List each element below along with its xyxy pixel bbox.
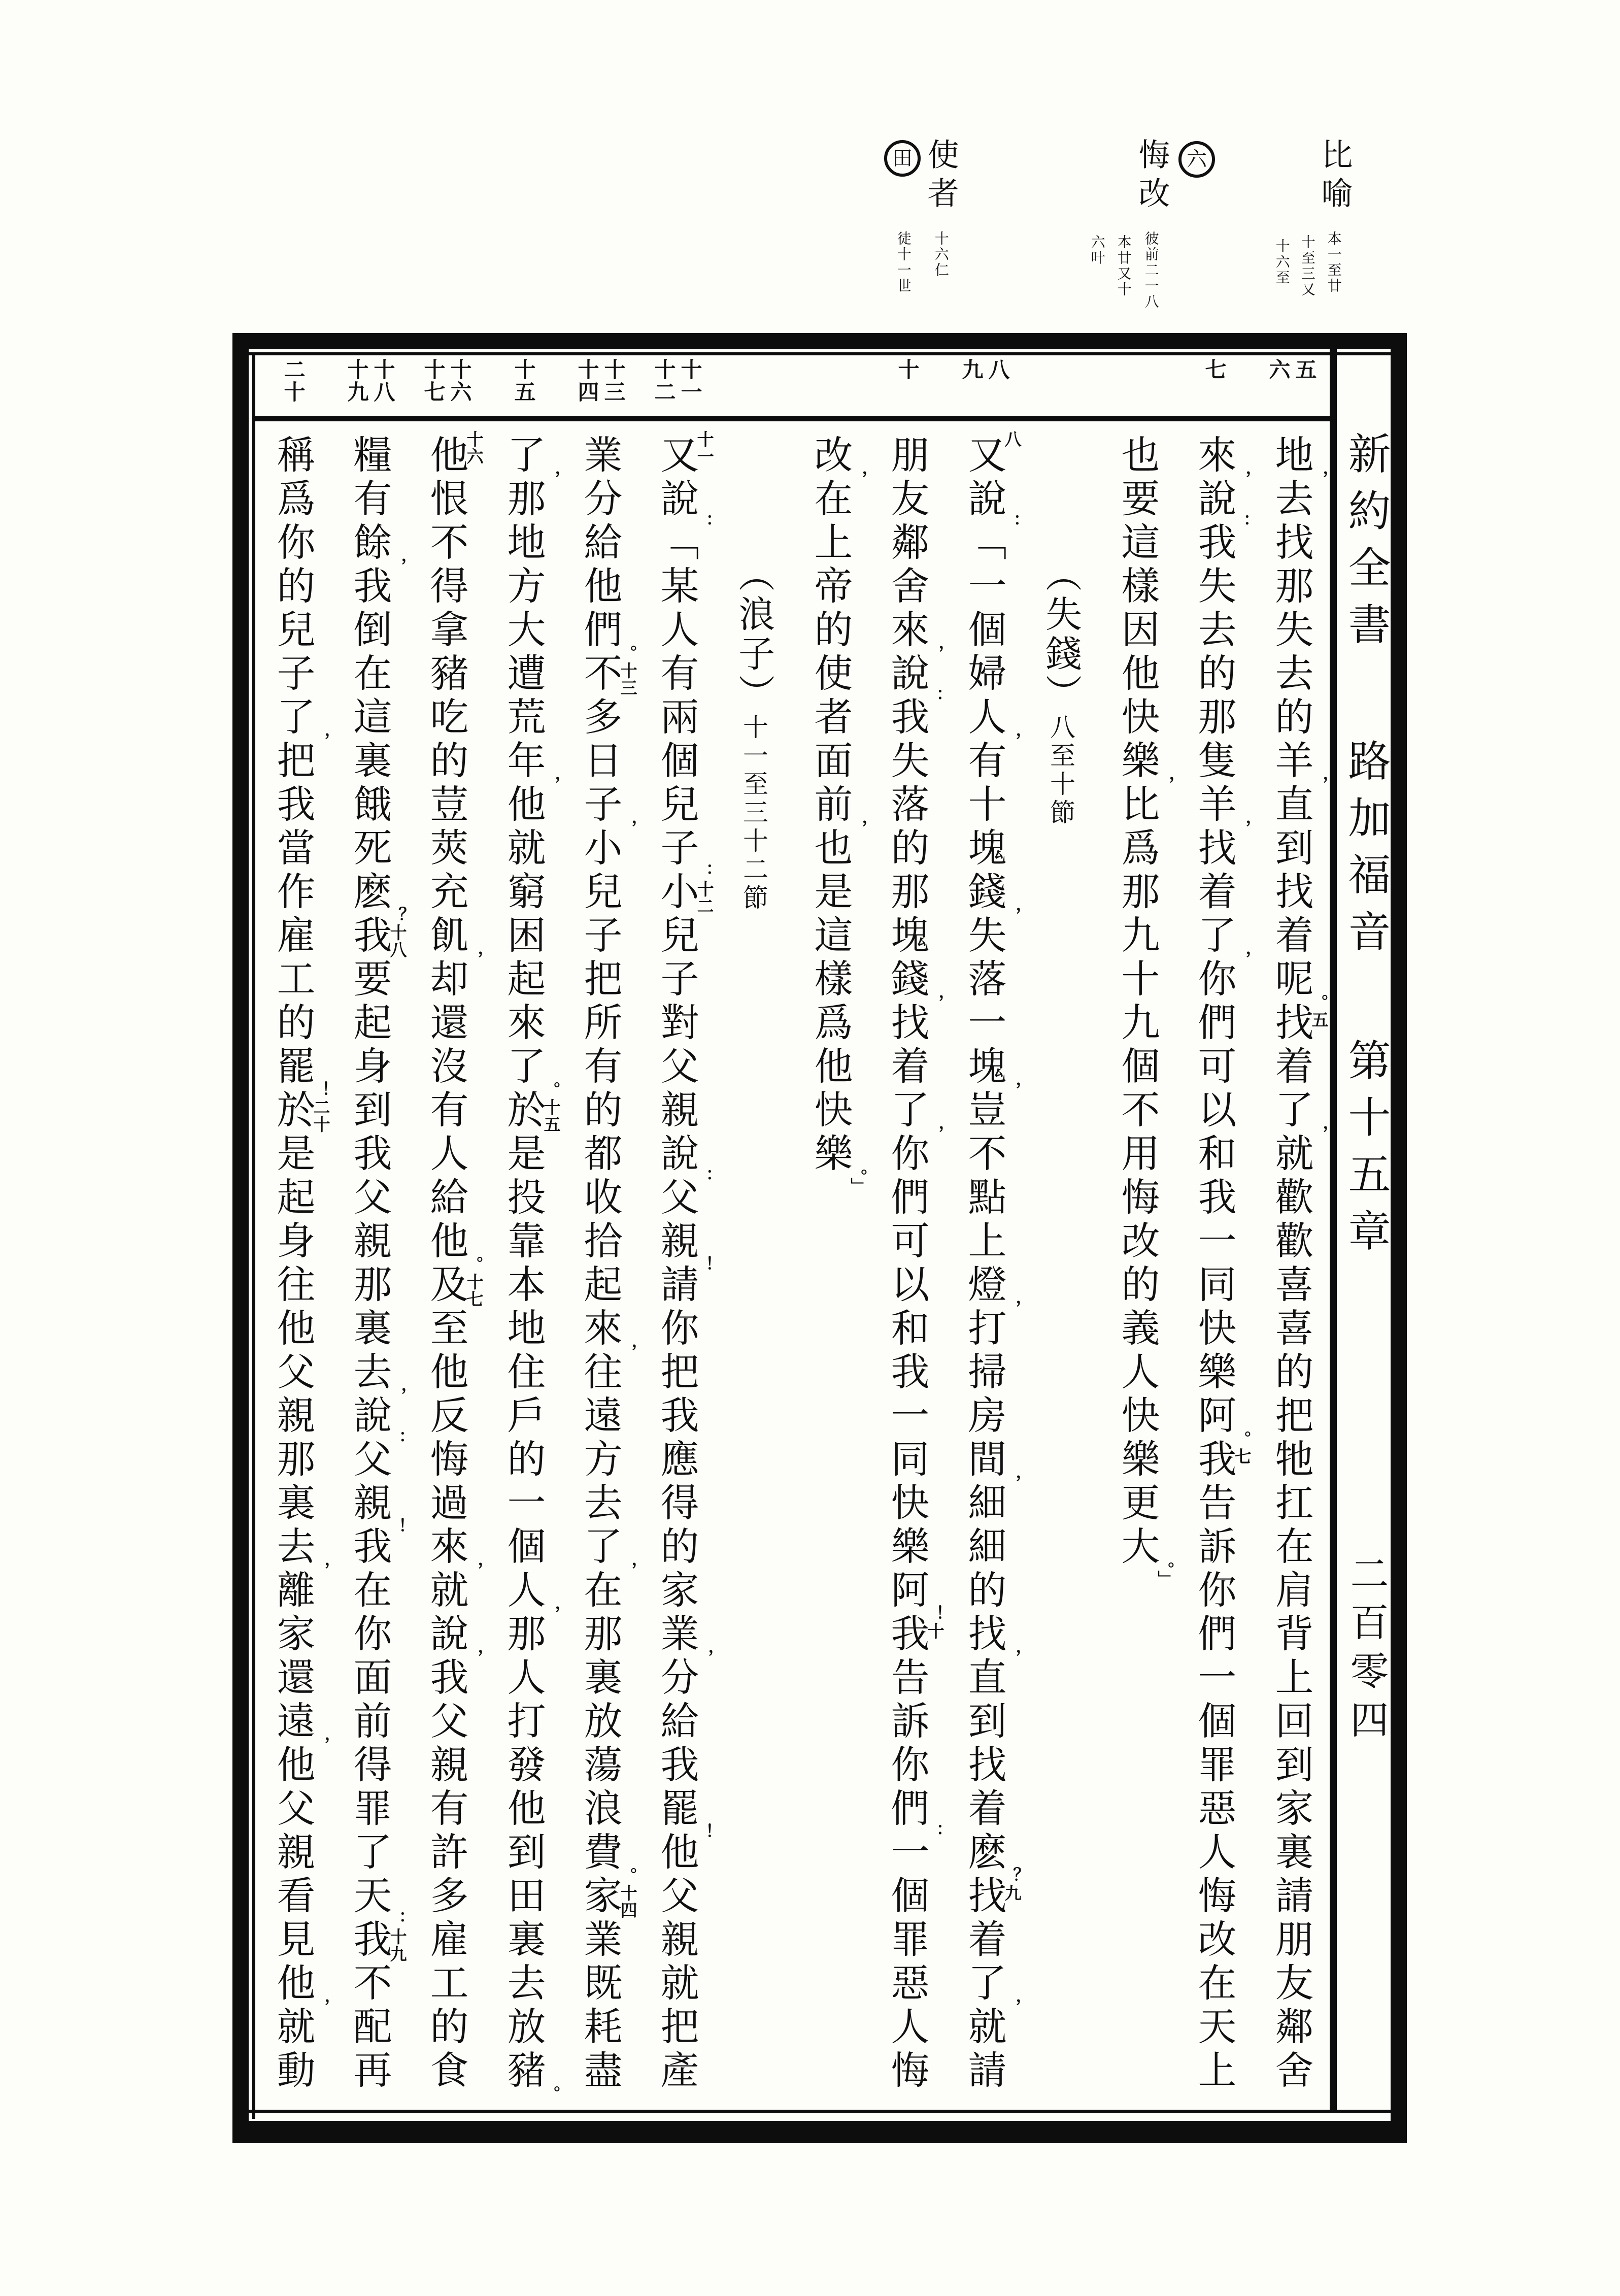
column-text: 也要這樣因他快樂比爲那九十九個不用悔改的義人快樂更大 <box>1115 435 1160 1570</box>
inline-verse-annotation: 十六 <box>464 430 484 465</box>
gospel-title: 路加福音 <box>1341 739 1391 966</box>
inline-verse-annotation: 。十七 <box>464 1256 484 1308</box>
inline-punctuation: ， <box>925 1125 945 1142</box>
inline-punctuation: ： <box>387 1430 408 1448</box>
verse-number: 十一 <box>678 358 703 403</box>
inline-verse-annotation: 。七 <box>1232 1430 1252 1465</box>
verse-number: 二十 <box>281 358 306 403</box>
verse-marker <box>408 358 485 417</box>
inline-punctuation: ， <box>1232 470 1252 487</box>
inline-punctuation: ！ <box>387 1518 408 1535</box>
verse-number: 十三 <box>601 358 626 403</box>
verse-marker <box>562 358 638 417</box>
inline-punctuation: ： <box>1232 514 1252 531</box>
verse-number: 八 <box>985 358 1010 381</box>
verse-number: 十四 <box>575 358 600 403</box>
column-text: 稱爲你的兒子了把我當作雇工的罷於是起身往他父親那裏去離家還遠他父親看見他就動 <box>271 435 316 2093</box>
inline-verse-annotation: ？九 <box>1002 1867 1022 1902</box>
column-text: 了那地方大遭荒年他就窮困起來了於是投靠本地住戶的一個人那人打發他到田裏去放豬 <box>501 435 546 2093</box>
inline-punctuation: ， <box>464 1561 484 1579</box>
verse-number: 十七 <box>421 358 446 403</box>
inline-punctuation: ， <box>464 1649 484 1666</box>
verse-number: 七 <box>1202 358 1227 381</box>
verse-number: 十六 <box>447 358 473 403</box>
verse-marker <box>255 358 331 417</box>
page-number: 二百零四 <box>1344 1553 1389 1748</box>
verse-marker <box>485 358 562 417</box>
margin-note-reference: 十至三又 <box>1299 235 1316 297</box>
verse-marker <box>1253 358 1330 417</box>
margin-note-reference: 十六至 <box>1273 239 1291 286</box>
inline-verse-annotation: 。十三 <box>618 645 638 696</box>
inline-verse-annotation: ？十八 <box>387 907 408 958</box>
inline-punctuation: ！ <box>694 1256 715 1273</box>
inline-punctuation: ， <box>1309 470 1329 487</box>
inline-punctuation: ， <box>618 1561 638 1579</box>
inline-punctuation: ， <box>618 819 638 837</box>
frame-right-thick <box>1391 333 1407 2143</box>
inline-punctuation: ， <box>541 1605 561 1622</box>
verse-marker <box>331 358 408 417</box>
verse-number: 九 <box>959 358 984 381</box>
verse-marker <box>638 358 715 417</box>
verse-number: 十五 <box>511 358 536 403</box>
inline-punctuation: ， <box>541 776 561 793</box>
inline-punctuation: ， <box>1002 732 1022 749</box>
margin-note-reference: 徒十一世 <box>895 231 912 294</box>
margin-note-reference: 彼前二一八 <box>1142 231 1160 310</box>
inline-punctuation: 。」 <box>1155 1561 1175 1588</box>
verse-number: 十二 <box>651 358 677 403</box>
frame-top-thick <box>232 333 1407 349</box>
section-heading-column <box>716 435 792 2241</box>
inline-verse-annotation: 八 <box>1002 430 1022 448</box>
inline-punctuation: ！ <box>694 1823 715 1841</box>
inline-punctuation: ： <box>925 1823 945 1841</box>
inline-punctuation: ： <box>925 688 945 706</box>
inline-punctuation: ， <box>618 1343 638 1360</box>
inline-punctuation: ， <box>925 645 945 662</box>
inline-punctuation: ， <box>464 950 484 968</box>
text-column <box>485 435 562 2120</box>
inline-verse-annotation: 。五 <box>1309 994 1329 1028</box>
margin-note-label: 悔改 <box>1133 138 1170 215</box>
inline-punctuation: ， <box>311 1998 331 2015</box>
margin-note-reference: 十六仁 <box>932 231 950 278</box>
text-column <box>255 435 331 2120</box>
inline-punctuation: ： <box>1002 514 1022 531</box>
margin-note-label: 比喻 <box>1316 138 1353 215</box>
inline-punctuation: ， <box>694 1649 715 1666</box>
verse-number: 六 <box>1266 358 1291 381</box>
inline-punctuation: 。 <box>541 2085 561 2103</box>
frame-top-thin <box>244 352 1396 355</box>
margin-note-reference: 本一至廿 <box>1325 231 1342 294</box>
column-text: 糧有餘我倒在這裏餓死麽我要起身到我父親那裏去說父親我在你面前得罪了天我不配再 <box>347 435 392 2093</box>
inline-verse-annotation: 十一 <box>694 430 715 465</box>
inline-punctuation: ， <box>1002 1998 1022 2015</box>
inline-punctuation: ： <box>694 514 715 531</box>
inline-punctuation: ， <box>311 732 331 749</box>
section-heading: （浪子） <box>732 555 775 714</box>
verse-marker <box>946 358 1023 417</box>
column-text: 地去找那失去的羊直到找着呢找着了就歡歡喜喜的把牠扛在肩背上回到家裏請朋友鄰舍 <box>1269 435 1314 2093</box>
inline-punctuation: ， <box>1002 1649 1022 1666</box>
verse-marker <box>1176 358 1253 417</box>
text-column <box>638 430 715 2120</box>
inline-verse-annotation: ：十二 <box>694 863 715 915</box>
inline-punctuation: ， <box>925 994 945 1011</box>
inline-punctuation: ， <box>1309 1125 1329 1142</box>
verse-number: 十九 <box>344 358 369 403</box>
margin-note-reference: 六叶 <box>1089 235 1106 266</box>
inline-punctuation: ， <box>1155 776 1175 793</box>
inline-verse-annotation: ：十九 <box>387 1911 408 1962</box>
text-column <box>1099 435 1176 2120</box>
inline-verse-annotation: 。十四 <box>618 1867 638 1919</box>
frame-left-thick <box>232 333 249 2143</box>
column-text: 來說我失去的那隻羊找着了你們可以和我一同快樂阿我告訴你們一個罪惡人悔改在天上 <box>1192 435 1237 2093</box>
inline-punctuation: ， <box>848 470 868 487</box>
inline-punctuation: ， <box>387 557 408 575</box>
frame-bottom-thick <box>232 2121 1407 2143</box>
column-text: 業分給他們不多日子小兒子把所有的都收拾起來往遠方去了在那裏放蕩浪費家業既耗盡 <box>578 435 623 2093</box>
inline-punctuation: ， <box>1309 776 1329 793</box>
inline-punctuation: 。」 <box>848 1169 868 1195</box>
column-text: 又說「某人有兩個兒子小兒子對父親說父親請你把我應得的家業分給我罷他父親就把產 <box>654 435 699 2093</box>
inline-verse-annotation: ！十 <box>925 1605 945 1640</box>
verse-number: 十八 <box>370 358 396 403</box>
inline-punctuation: ： <box>694 1169 715 1186</box>
inline-punctuation: ， <box>1002 1081 1022 1099</box>
chapter-title: 第十五章 <box>1341 1038 1391 1266</box>
margin-note-label: 使者 <box>922 138 959 215</box>
title-column-separator <box>1330 349 1337 2111</box>
text-column <box>408 430 485 2120</box>
inline-verse-annotation: 。十五 <box>541 1081 561 1133</box>
inline-punctuation: ， <box>1002 1300 1022 1317</box>
column-text: 他恨不得拿豬吃的荳莢充飢却還沒有人給他及至他反悔過來就說我父親有許多雇工的食 <box>424 435 469 2093</box>
text-column <box>1253 435 1330 2120</box>
inline-punctuation: ， <box>1002 1474 1022 1491</box>
section-heading-column <box>1023 435 1099 2241</box>
inline-punctuation: ， <box>311 1561 331 1579</box>
margin-note-reference: 本廿又十 <box>1115 235 1132 297</box>
inline-punctuation: ， <box>541 470 561 487</box>
section-heading: （失錢） <box>1039 555 1082 714</box>
book-title: 新約全書 <box>1341 431 1391 659</box>
verse-number: 十 <box>895 358 920 381</box>
text-column <box>946 430 1023 2120</box>
text-column <box>792 435 869 2120</box>
column-text: 又說「一個婦人有十塊錢失落一塊豈不點上燈打掃房間細細的找直到找着麽找着了就請 <box>962 435 1007 2093</box>
section-verse-range: 十一至三十二節 <box>739 714 768 913</box>
column-text: 朋友鄰舍來說我失落的那塊錢找着了你們可以和我一同快樂阿我告訴你們一個罪惡人悔 <box>885 435 930 2093</box>
margin-note-circled-sigil: 田 <box>884 140 921 177</box>
verse-marker <box>869 358 946 417</box>
verse-number: 五 <box>1292 358 1318 381</box>
inline-punctuation: ， <box>1002 907 1022 924</box>
inline-punctuation: ， <box>1232 950 1252 968</box>
column-text: 改在上帝的使者面前也是這樣爲他快樂 <box>808 435 853 1177</box>
text-column <box>1176 435 1253 2120</box>
inline-verse-annotation: ！二十 <box>311 1081 331 1133</box>
text-column <box>869 435 946 2120</box>
inline-punctuation: ， <box>848 819 868 837</box>
text-column <box>331 435 408 2120</box>
inline-punctuation: ， <box>1232 819 1252 837</box>
text-column <box>562 435 638 2120</box>
inline-punctuation: ， <box>387 1387 408 1404</box>
inline-punctuation: ， <box>311 1736 331 1753</box>
margin-note-circled-sigil: 六 <box>1178 141 1215 178</box>
section-verse-range: 八至十節 <box>1046 714 1075 827</box>
